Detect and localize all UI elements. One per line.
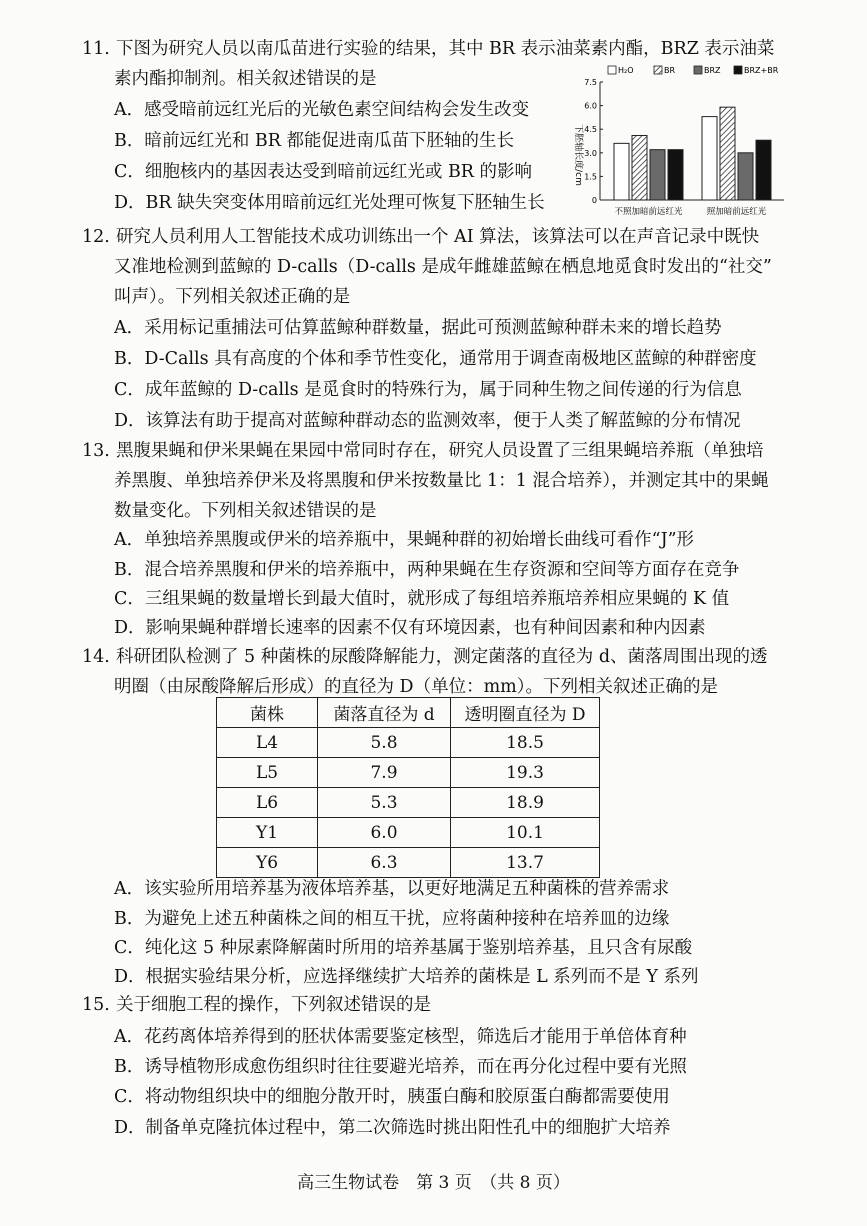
table-cell: L4	[217, 728, 318, 758]
table-cell: 13.7	[451, 848, 600, 878]
table-cell: 18.9	[451, 788, 600, 818]
option-a: A．该实验所用培养基为液体培养基，以更好地满足五种菌株的营养需求	[114, 879, 670, 899]
page-footer: 高三生物试卷 第 3 页 （共 8 页）	[297, 1173, 570, 1193]
table-header: 菌株	[217, 698, 318, 728]
table-row	[217, 788, 600, 818]
table-header: 菌落直径为 d	[318, 698, 451, 728]
chart-bar	[614, 143, 629, 200]
chart-bar	[650, 150, 665, 200]
stem-text: 数量变化。下列相关叙述错误的是	[114, 501, 377, 521]
table-cell: 19.3	[451, 758, 600, 788]
chart-bar	[720, 107, 735, 200]
legend-label: BRZ	[704, 66, 721, 75]
question-number: 15.	[82, 995, 110, 1015]
chart-bar	[668, 150, 683, 200]
chart-bar	[756, 140, 771, 200]
table-row	[217, 848, 600, 878]
option-a: A．单独培养黑腹或伊米的培养瓶中，果蝇种群的初始增长曲线可看作“J”形	[114, 530, 695, 550]
table-header-row	[217, 698, 600, 728]
option-c: C．将动物组织块中的细胞分散开时，胰蛋白酶和胶原蛋白酶都需要使用	[114, 1087, 670, 1107]
table-cell: Y6	[217, 848, 318, 878]
legend-swatch	[608, 66, 616, 74]
option-c: C．纯化这 5 种尿素降解菌时所用的培养基属于鉴别培养基，且只含有尿酸	[114, 938, 693, 958]
stem-text: 关于细胞工程的操作，下列叙述错误的是	[116, 995, 431, 1015]
option-b: B．D-Calls 具有高度的个体和季节性变化，通常用于调查南极地区蓝鲸的种群密度	[114, 349, 757, 369]
table-cell: 6.0	[318, 818, 451, 848]
option-d: D．BR 缺失突变体用暗前远红光处理可恢复下胚轴生长	[114, 193, 545, 213]
question-number: 14.	[82, 647, 110, 667]
question-number: 13.	[82, 441, 110, 461]
option-b: B．混合培养黑腹和伊米的培养瓶中，两种果蝇在生存资源和空间等方面存在竞争	[114, 560, 740, 580]
bar-chart	[570, 60, 790, 218]
table-cell: L5	[217, 758, 318, 788]
table-cell: 5.3	[318, 788, 451, 818]
table-cell: 10.1	[451, 818, 600, 848]
stem-text: 养黑腹、单独培养伊米及将黑腹和伊米按数量比 1：1 混合培养），并测定其中的果蝇	[114, 471, 769, 491]
stem-text: 黑腹果蝇和伊米果蝇在果园中常同时存在，研究人员设置了三组果蝇培养瓶（单独培	[116, 441, 764, 461]
table-row	[217, 758, 600, 788]
stem-text: 又准地检测到蓝鲸的 D-calls（D-calls 是成年雌雄蓝鲸在栖息地觅食时发出的“社交”	[114, 257, 772, 277]
table-header: 透明圈直径为 D	[451, 698, 600, 728]
option-c: C．成年蓝鲸的 D-calls 是觅食时的特殊行为，属于同种生物之间传递的行为信息	[114, 380, 742, 400]
table-cell: Y1	[217, 818, 318, 848]
chart-legend	[608, 66, 779, 75]
y-tick-label: 4.5	[584, 125, 597, 135]
question-15-stem	[82, 990, 431, 1020]
legend-label: H₂O	[618, 66, 634, 75]
x-tick-label: 不照加暗前远红光	[614, 207, 683, 217]
y-axis-label: 下胚轴长度/cm	[573, 124, 583, 186]
table-row	[217, 818, 600, 848]
option-b: B．暗前远红光和 BR 都能促进南瓜苗下胚轴的生长	[114, 131, 515, 151]
option-d: D．制备单克隆抗体过程中，第二次筛选时挑出阳性孔中的细胞扩大培养	[114, 1118, 671, 1138]
y-tick-label: 7.5	[584, 78, 597, 87]
table-cell: 18.5	[451, 728, 600, 758]
legend-swatch	[694, 66, 702, 74]
question-13-stem	[82, 436, 769, 526]
x-tick-label: 照加暗前远红光	[706, 207, 767, 217]
stem-text: 研究人员利用人工智能技术成功训练出一个 AI 算法，该算法可以在声音记录中既快	[116, 227, 760, 247]
y-tick-label: 1.5	[584, 172, 597, 182]
stem-text: 科研团队检测了 5 种菌株的尿酸降解能力，测定菌落的直径为 d、菌落周围出现的透	[116, 647, 768, 667]
legend-label: BRZ+BR	[744, 66, 779, 75]
strain-table	[216, 697, 600, 878]
option-d: D．该算法有助于提高对蓝鲸种群动态的监测效率，便于人类了解蓝鲸的分布情况	[114, 411, 741, 431]
option-d: D．影响果蝇种群增长速率的因素不仅有环境因素，也有种间因素和种内因素	[114, 618, 706, 638]
chart-bar	[632, 135, 647, 200]
stem-text: 素内酯抑制剂。相关叙述错误的是	[114, 69, 377, 89]
option-b: B．为避免上述五种菌株之间的相互干扰，应将菌种接种在培养皿的边缘	[114, 909, 670, 929]
option-a: A．采用标记重捕法可估算蓝鲸种群数量，据此可预测蓝鲸种群未来的增长趋势	[114, 318, 722, 338]
chart-bar	[702, 117, 717, 200]
option-c: C．三组果蝇的数量增长到最大值时，就形成了每组培养瓶培养相应果蝇的 K 值	[114, 589, 730, 609]
legend-swatch	[654, 66, 662, 74]
option-a: A．花药离体培养得到的胚状体需要鉴定核型，筛选后才能用于单倍体育种	[114, 1027, 687, 1047]
question-14-stem	[82, 642, 768, 702]
table-cell: 5.8	[318, 728, 451, 758]
chart-bar	[738, 153, 753, 200]
legend-label: BR	[664, 66, 676, 75]
stem-text: 叫声）。下列相关叙述正确的是	[114, 287, 351, 307]
question-number: 12.	[82, 227, 110, 247]
option-c: C．细胞核内的基因表达受到暗前远红光或 BR 的影响	[114, 162, 533, 182]
table-cell: 7.9	[318, 758, 451, 788]
chart-x-labels	[614, 206, 766, 217]
option-d: D．根据实验结果分析，应选择继续扩大培养的菌株是 L 系列而不是 Y 系列	[114, 967, 699, 987]
y-tick-label: 0	[591, 196, 597, 205]
option-a: A．感受暗前远红光后的光敏色素空间结构会发生改变	[114, 100, 530, 120]
table-row	[217, 728, 600, 758]
y-tick-label: 3.0	[584, 148, 597, 158]
table-cell: L6	[217, 788, 318, 818]
stem-text: 明圈（由尿酸降解后形成）的直径为 D（单位：mm）。下列相关叙述正确的是	[114, 677, 719, 697]
question-number: 11.	[82, 39, 110, 59]
question-12-stem	[82, 222, 772, 312]
stem-text: 下图为研究人员以南瓜苗进行实验的结果，其中 BR 表示油菜素内酯，BRZ 表示油菜	[116, 39, 775, 59]
option-b: B．诱导植物形成愈伤组织时往往要避光培养，而在再分化过程中要有光照	[114, 1057, 687, 1077]
legend-swatch	[734, 66, 742, 74]
chart-bars	[614, 107, 771, 200]
table-cell: 6.3	[318, 848, 451, 878]
y-tick-label: 6.0	[584, 101, 597, 111]
